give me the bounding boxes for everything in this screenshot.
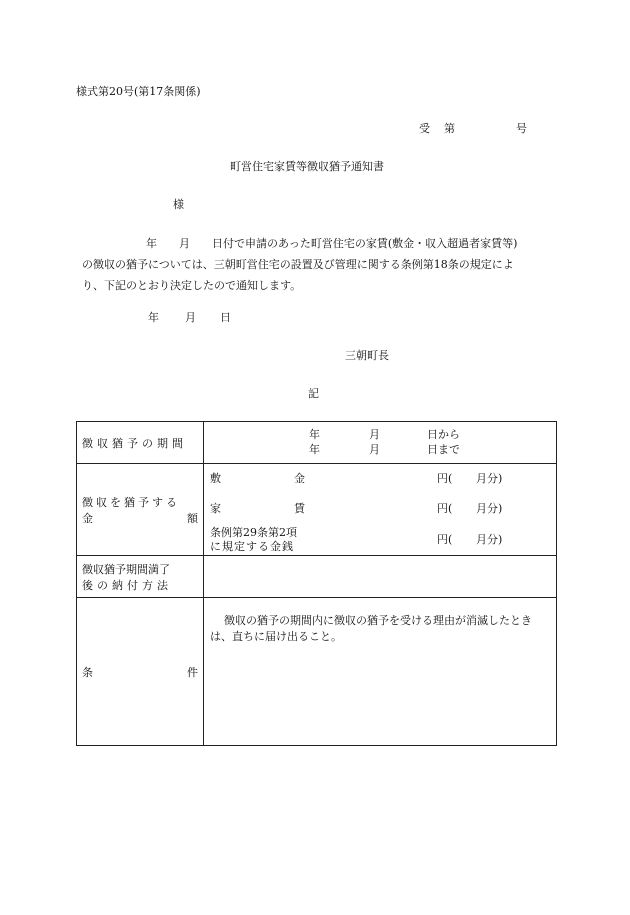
amount-item-rent-unit: 円( xyxy=(437,502,453,515)
receipt-label-uke: 受 xyxy=(419,122,430,135)
period-row2-month: 月 xyxy=(369,443,380,456)
period-label-cell xyxy=(77,422,204,464)
amount-label-line1: 徴収を猶予する xyxy=(82,495,180,509)
body-line-3: り、下記のとおり決定したので通知します。 xyxy=(82,279,302,292)
conditions-label-ken: 件 xyxy=(187,665,198,679)
amount-label-line2 xyxy=(82,510,198,526)
payment-label-line2: 後の納付方法 xyxy=(82,578,172,592)
period-row2-suffix: 日まで xyxy=(427,443,460,456)
amount-item-deposit-unit: 円( xyxy=(437,472,453,485)
amount-value-cell xyxy=(204,464,557,556)
period-row2-year: 年 xyxy=(309,443,320,456)
period-row1-year: 年 xyxy=(309,428,320,441)
receipt-label-go: 号 xyxy=(516,122,527,135)
payment-row xyxy=(77,556,557,598)
amount-item-ordinance-line2: に規定する金銭 xyxy=(210,540,294,553)
form-number: 様式第20号(第17条関係) xyxy=(76,85,201,98)
amount-item-ordinance-line1: 条例第29条第2項 xyxy=(210,526,297,539)
period-row1-month: 月 xyxy=(369,428,380,441)
conditions-value-cell xyxy=(204,598,557,746)
conditions-label-jou: 条 xyxy=(82,665,93,679)
body-paragraph xyxy=(82,233,552,296)
body-line-1: 年 月 日付で申請のあった町営住宅の家賃(敷金・収入超過者家賃等) xyxy=(146,237,518,250)
amount-item-ordinance-unit: 円( xyxy=(437,533,453,546)
amount-item-ordinance-months: 月分) xyxy=(476,533,503,546)
date-month: 月 xyxy=(185,311,196,324)
period-value-cell xyxy=(204,422,557,464)
ki-heading: 記 xyxy=(308,387,319,400)
payment-label-cell xyxy=(77,556,204,598)
amount-item-rent-a: 家 xyxy=(210,502,221,515)
payment-label-line1: 徴収猶予期間満了 xyxy=(82,562,170,576)
issuer: 三朝町長 xyxy=(345,349,389,362)
period-row1-suffix: 日から xyxy=(427,428,460,441)
conditions-row xyxy=(77,598,557,746)
conditions-label-cell xyxy=(77,598,204,746)
conditions-label xyxy=(82,664,198,680)
amount-item-rent-b: 賃 xyxy=(294,502,305,515)
amount-row xyxy=(77,464,557,556)
notice-table xyxy=(76,421,557,746)
amount-item-deposit-months: 月分) xyxy=(476,472,503,485)
document-title: 町営住宅家賃等徴収猶予通知書 xyxy=(230,160,384,173)
body-line-2: の徴収の猶予については、三朝町営住宅の設置及び管理に関する条例第18条の規定によ xyxy=(82,258,514,271)
amount-label-cell xyxy=(77,464,204,556)
amount-item-rent-months: 月分) xyxy=(476,502,503,515)
amount-label-kin: 金 xyxy=(82,511,93,525)
amount-item-deposit-b: 金 xyxy=(294,472,305,485)
amount-item-deposit-a: 敷 xyxy=(210,472,221,485)
conditions-text-line2: は、直ちに届け出ること。 xyxy=(210,630,342,643)
date-day: 日 xyxy=(220,311,231,324)
receipt-label-dai: 第 xyxy=(444,122,455,135)
period-label: 徴収猶予の期間 xyxy=(82,436,187,450)
conditions-text-line1: 徴収の猶予の期間内に徴収の猶予を受ける理由が消滅したとき xyxy=(224,614,532,627)
addressee-suffix: 様 xyxy=(173,198,184,211)
amount-label-gaku: 額 xyxy=(187,511,198,525)
period-row xyxy=(77,422,557,464)
payment-value-cell[interactable] xyxy=(204,556,557,598)
date-year: 年 xyxy=(148,311,159,324)
